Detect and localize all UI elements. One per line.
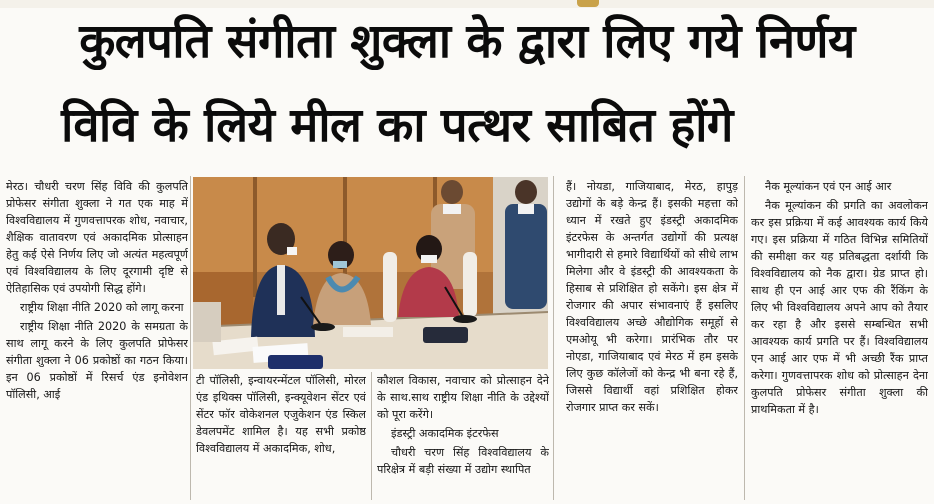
col1-paragraph-2: राष्ट्रीय शिक्षा नीति 2020 के समग्रता के साथ लागू करने के लिए कुलपति प्रोफेसर संगीता शुक्ला ने 06 प्रकोष्ठों का गठन किया। इन 06 प्रकोष्ठों में रिसर्च एंड इनोवेशन पॉलिसी, आई: [6, 320, 188, 401]
page-top-strip: [0, 0, 934, 8]
headline-line-1: कुलपति संगीता शुक्ला के द्वारा लिए गये निर्णय: [79, 14, 855, 69]
col3-subheading: इंडस्ट्री अकादमिक इंटरफेस: [391, 427, 499, 440]
news-photo: [193, 177, 548, 369]
col3-paragraph-1: कौशल विकास, नवाचार को प्रोत्साहन देने के साथ.साथ राष्ट्रीय शिक्षा नीति के उद्देश्यों को पूरा करेंगे।: [377, 374, 549, 421]
col5-subheading: नैक मूल्यांकन एवं एन आई आर: [765, 180, 892, 193]
article-column-5: [751, 178, 928, 502]
column-rule: [744, 176, 745, 500]
meeting-photo-illustration: [193, 177, 548, 369]
col2-paragraph: टी पॉलिसी, इन्वायरन्मेंटल पॉलिसी, मोरल एंड इथिक्स पॉलिसी, इन्क्यूवेशन सेंटर एवं सेंटर फॉर वोकेशनल एजुकेशन एंड स्किल डेवलपमेंट शामिल है। यह सभी प्रकोष्ठ विश्वविद्यालय में अकादमिक, शोध,: [196, 374, 366, 455]
col1-subheading: राष्ट्रीय शिक्षा नीति 2020 को लागू करना: [20, 301, 184, 314]
article-column-1: [6, 178, 188, 502]
col3-paragraph-2: चौधरी चरण सिंह विश्वविद्यालय के परिक्षेत्र में बड़ी संख्या में उद्योग स्थापित: [377, 446, 549, 476]
article-column-3: [377, 372, 549, 502]
col4-paragraph: हैं। नोयडा, गाजियाबाद, मेरठ, हापुड़ उद्योगों के बड़े केन्द्र हैं। इसकी महत्ता को ध्यान में रखते हुए इंडस्ट्री अकादमिक इंटरफेस के अन्तर्गत उद्योगों की प्रत्यक्ष भागीदारी से हमारे विद्यार्थियों को सीधे लाभ मिलेगा और वे इंडस्ट्री की आवश्यकता के हिसाब से प्रशिक्षित हो सकेंगे। इस क्षेत्र में रोजगार की अपार संभावनाएं हैं इसलिए विश्वविद्यालय अच्छे औद्योगिक समूहों से एमओयू भी करेगा। प्रारंभिक तौर पर नोएडा, गाजियाबाद एवं मेरठ में हम इसके लिए कुछ कॉलेजों को केन्द्र भी बना रहे हैं, जिससे विद्यार्थी वहां प्रशिक्षित होकर रोजगार प्राप्त कर सकें।: [566, 180, 738, 414]
col1-paragraph-1: मेरठ। चौधरी चरण सिंह विवि की कुलपति प्रोफेसर संगीता शुक्ला ने गत एक माह में विश्वविद्यालय में गुणवत्तापरक शोध, नवाचार, शैक्षिक वातावरण एवं अकादमिक प्रोत्साहन हेतु कई ऐसे निर्णय लिए जो अत्यंत महत्वपूर्ण एवं विश्वविद्यालय के लिए दूरगामी दृष्टि से ऐतिहासिक एवं उपयोगी सिद्ध होंगे।: [6, 180, 188, 295]
top-ornament: [577, 0, 599, 7]
article-column-2: [196, 372, 366, 502]
article-column-4: [566, 178, 738, 502]
column-rule: [371, 372, 372, 500]
column-rule: [553, 176, 554, 500]
headline-line-2: विवि के लिये मील का पत्थर साबित होंगे: [61, 98, 733, 153]
col5-paragraph: नैक मूल्यांकन की प्रगति का अवलोकन कर इस प्रक्रिया में कई आवश्यक कार्य किये गए। इस प्रक्रिया में गठित विभिन्न समितियों की समीक्षा कर यह प्रतिबद्धता दर्शायी कि विश्वविद्यालय को नैक द्वारा। ग्रेड प्राप्त हो। साथ ही एन आई आर एफ की रैंकिंग के लिए भी विश्वविद्यालय अपने आप को तैयार कर रहा है और इससे सम्बन्धित सभी आवश्यक कार्य प्रगति पर हैं। विश्वविद्यालय एन आई आर एफ में भी अच्छी रैंक प्राप्त करेगा। गुणवत्तापरक शोध को प्रोत्साहन देना कुलपति प्रोफेसर संगीता शुक्ला की प्राथमिकता में है।: [751, 199, 928, 416]
column-rule: [190, 176, 191, 500]
